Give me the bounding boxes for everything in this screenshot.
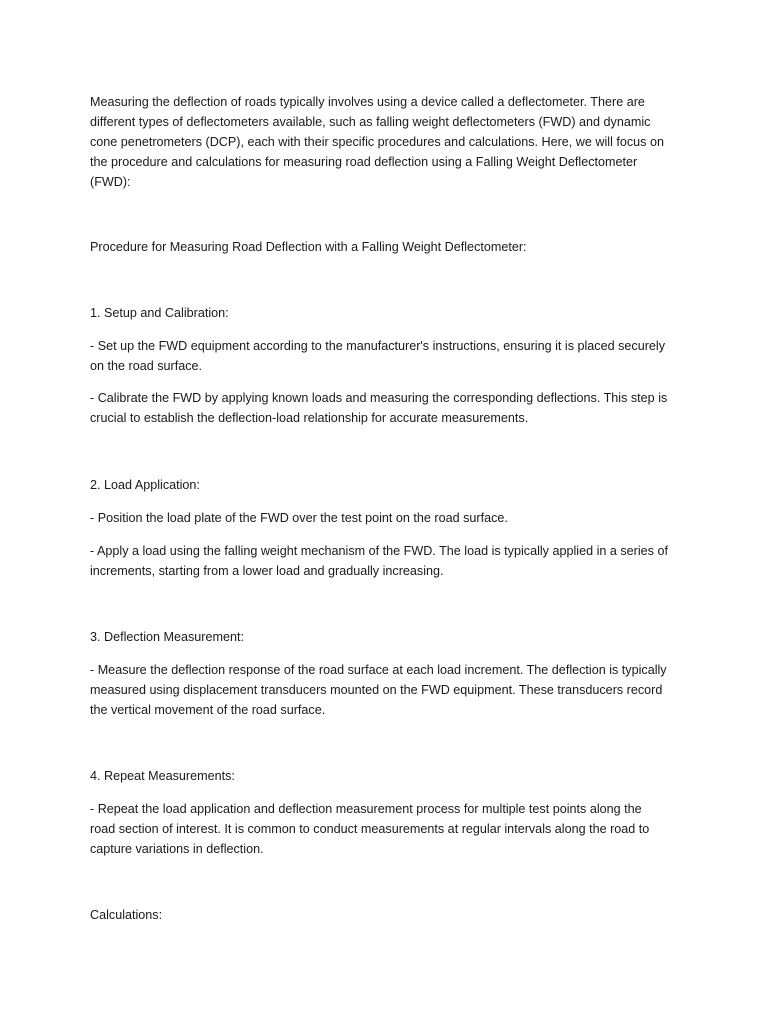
section-paragraph xyxy=(90,660,690,720)
section-heading: 2. Load Application: xyxy=(90,478,200,492)
intro-paragraph xyxy=(90,92,690,192)
section-heading: 4. Repeat Measurements: xyxy=(90,769,235,783)
section-paragraph xyxy=(90,799,690,859)
section-paragraph xyxy=(90,508,690,528)
intro-line: different types of deflectometers available, such as falling weight deflectometers (FWD) and dynamic xyxy=(90,115,651,129)
paragraph-line: - Measure the deflection response of the road surface at each load increment. The deflection is typically xyxy=(90,663,667,677)
intro-line: the procedure and calculations for measuring road deflection using a Falling Weight Deflectometer xyxy=(90,155,638,169)
paragraph-line: the vertical movement of the road surface. xyxy=(90,703,326,717)
section-paragraph xyxy=(90,388,690,428)
paragraph-line: measured using displacement transducers mounted on the FWD equipment. These transducers record xyxy=(90,683,663,697)
paragraph-line: capture variations in deflection. xyxy=(90,842,264,856)
paragraph-line: - Calibrate the FWD by applying known loads and measuring the corresponding deflections. This step is xyxy=(90,391,668,405)
section-paragraph xyxy=(90,336,690,376)
intro-line: (FWD): xyxy=(90,175,131,189)
paragraph-line: - Position the load plate of the FWD over the test point on the road surface. xyxy=(90,511,508,525)
paragraph-line: - Apply a load using the falling weight mechanism of the FWD. The load is typically applied in a series of xyxy=(90,544,668,558)
calculations-heading: Calculations: xyxy=(90,908,163,922)
paragraph-line: road section of interest. It is common to conduct measurements at regular intervals along the road to xyxy=(90,822,650,836)
paragraph-line: - Repeat the load application and deflection measurement process for multiple test points along the xyxy=(90,802,642,816)
intro-line: Measuring the deflection of roads typically involves using a device called a deflectometer. There are xyxy=(90,95,645,109)
paragraph-line: - Set up the FWD equipment according to the manufacturer's instructions, ensuring it is placed securely xyxy=(90,339,665,353)
section-heading: 3. Deflection Measurement: xyxy=(90,630,244,644)
paragraph-line: increments, starting from a lower load and gradually increasing. xyxy=(90,564,444,578)
procedure-heading: Procedure for Measuring Road Deflection with a Falling Weight Deflectometer: xyxy=(90,240,527,254)
intro-line: cone penetrometers (DCP), each with their specific procedures and calculations. Here, we will focus on xyxy=(90,135,664,149)
paragraph-line: on the road surface. xyxy=(90,359,203,373)
paragraph-line: crucial to establish the deflection-load relationship for accurate measurements. xyxy=(90,411,529,425)
section-paragraph xyxy=(90,541,690,581)
section-heading: 1. Setup and Calibration: xyxy=(90,306,229,320)
